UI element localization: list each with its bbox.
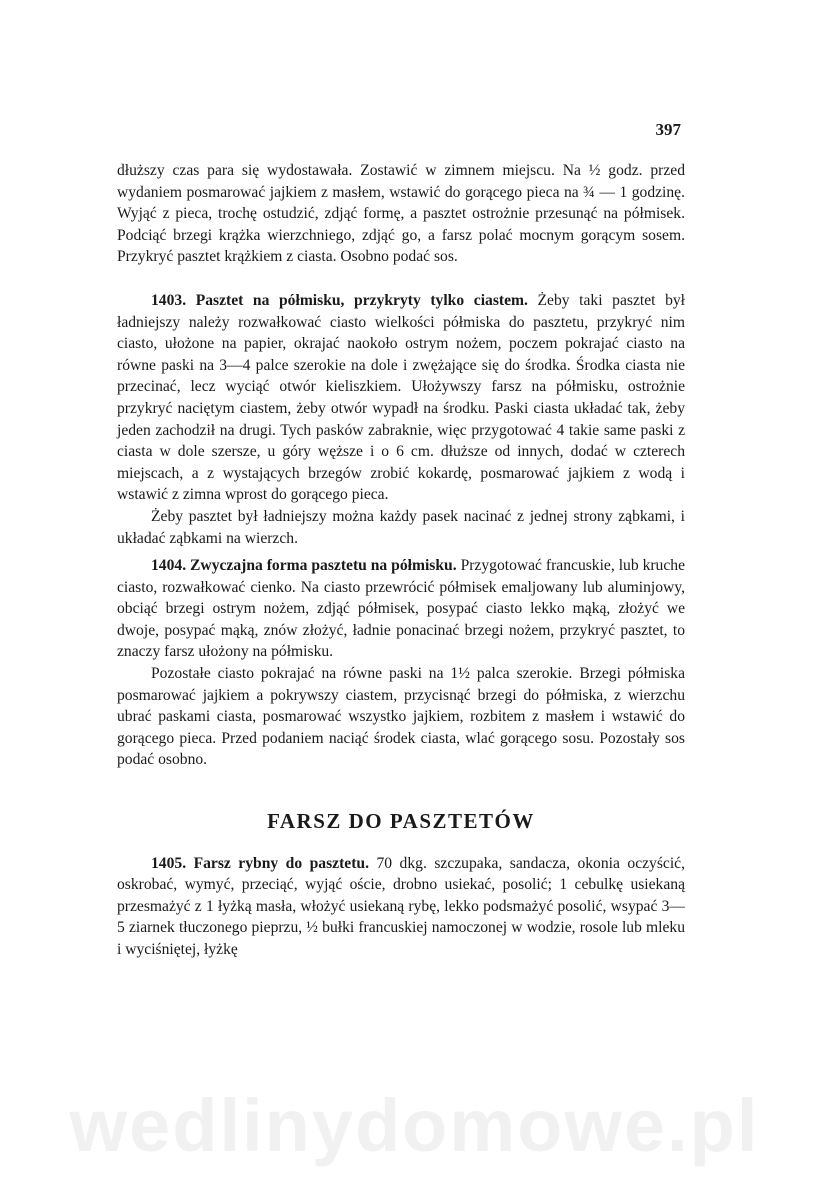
recipe-1403-paragraph-2: Żeby pasztet był ładniejszy można każdy pasek nacinać z jednej strony ząbkami, i układać ząbkami na wierzch.	[117, 507, 685, 547]
recipe-1404-text: Przygotować francuskie, lub kruche ciasto, rozwałkować cienko. Na ciasto przewrócić półmisek emaljowany lub aluminjowy, obciąć brzegi ostrym nożem, zdjąć półmisek, posypać ciasto lekko mąką, złożyć we dwoje, posypać mąką, znów złożyć, ładnie ponacinać brzegi nożem, przykryć pasztet, to znaczy farsz ułożony na półmisku.	[117, 557, 685, 661]
section-heading: FARSZ DO PASZTETÓW	[267, 809, 535, 834]
recipe-1405-paragraph	[117, 853, 685, 961]
watermark: wedlinydomowe.pl	[69, 1084, 760, 1167]
recipe-1404-title: 1404. Zwyczajna forma pasztetu na półmisku.	[151, 557, 457, 575]
recipe-1405-text: 70 dkg. szczupaka, sandacza, okonia oczyścić, oskrobać, wymyć, przeciąć, wyjąć oście, drobno usiekać, posolić; 1 cebulkę usiekaną przesmażyć z 1 łyżką masła, włożyć usiekaną rybę, lekko podsmażyć posolić, wsypać 3—5 ziarnek tłuczonego pieprzu, ½ bułki francuskiej namoczonej w wodzie, rosole lub mleku i wyciśniętej, łyżkę	[117, 854, 685, 958]
page-body	[117, 160, 685, 961]
recipe-1403-title: 1403. Pasztet na półmisku, przykryty tylko ciastem.	[151, 291, 528, 309]
recipe-1404-paragraph-2: Pozostałe ciasto pokrajać na równe paski na 1½ palca szerokie. Brzegi półmiska posmarować jajkiem a pokrywszy ciastem, przycisnąć brzegi do półmiska, z wierzchu ubrać paskami ciasta, posmarować wszystko jajkiem, rozbitem z masłem i wstawić do gorącego pieca. Przed podaniem naciąć środek ciasta, wlać gorącego sosu. Pozostały sos podać osobno.	[117, 665, 685, 769]
recipe-1403-paragraph-1	[117, 290, 685, 506]
page-number: 397	[655, 120, 681, 139]
recipe-1403-text: Żeby taki pasztet był ładniejszy należy rozwałkować ciasto wielkości półmiska do pasztetu, przykryć nim ciasto, ułożone na papier, okrajać naokoło ostrym nożem, poczem pokrajać ciasto na równe paski na 3—4 palce szerokie na dole i zwężające się do środka. Środka ciasta nie przecinać, lecz wyciąć otwór kieliszkiem. Ułożywszy farsz na półmisku, ostrożnie przykryć naciętym ciastem, żeby otwór wypadł na środku. Paski ciasta układać tak, żeby jeden zachodził na drugi. Tych pasków zabraknie, więc przygotować 4 takie same paski z ciasta w dole szersze, u góry węższe i o 6 cm. dłuższe od innych, dodać w czterech miejscach, a z wystających brzegów zrobić kokardę, posmarować jajkiem z wodą i wstawić z zimna wprost do gorącego pieca.	[117, 291, 685, 504]
continuation-paragraph: dłuższy czas para się wydostawała. Zostawić w zimnem miejscu. Na ½ godz. przed wydaniem posmarować jajkiem z masłem, wstawić do gorącego pieca na ¾ — 1 godzinę. Wyjąć z pieca, trochę ostudzić, zdjąć formę, a pasztet ostrożnie przesunąć na półmisek. Podciąć brzegi krążka wierzchniego, zdjąć go, a farsz polać mocnym gorącym sosem. Przykryć pasztet krążkiem z ciasta. Osobno podać sos.	[117, 162, 685, 266]
recipe-1404-paragraph-1	[117, 555, 685, 663]
recipe-1405-title: 1405. Farsz rybny do pasztetu.	[151, 854, 369, 872]
